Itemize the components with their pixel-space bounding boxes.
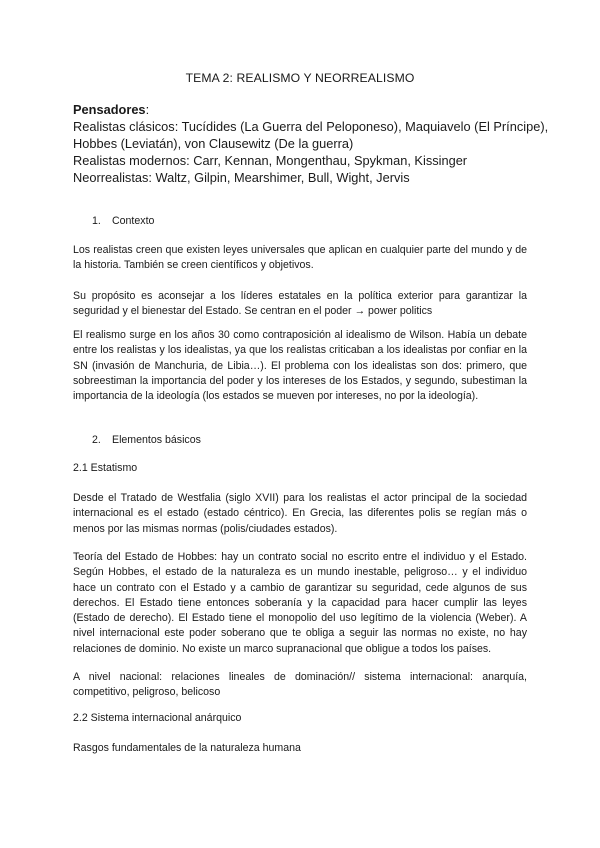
section-title: Contexto: [112, 215, 155, 227]
section-heading-contexto: [92, 215, 154, 227]
paragraph: El realismo surge en los años 30 como contraposición al idealismo de Wilson. Había un debate entre los realistas y los idealistas, ya que los realistas criticaban a los idealistas por confiar en la SN (invasión de Manchuria, de Libia…). El problema con los idealistas son dos: primero, que sobreestiman la importancia del poder y los intereses de los Estados, y segundo, subestiman la importancia de la ideología (los estados se mueven por intereses, no por la ideología).: [73, 329, 527, 403]
paragraph: Rasgos fundamentales de la naturaleza humana: [73, 742, 301, 754]
paragraph: Los realistas creen que existen leyes universales que aplican en cualquier parte del mundo y de la historia. También se creen científicos y objetivos.: [73, 244, 527, 272]
subsection-heading-sistema: 2.2 Sistema internacional anárquico: [73, 712, 242, 724]
subsection-heading-estatismo: 2.1 Estatismo: [73, 462, 138, 474]
pensadores-line: Neorrealistas: Waltz, Gilpin, Mearshimer, Bull, Wight, Jervis: [73, 170, 410, 186]
pensadores-heading-line: [73, 101, 543, 118]
paragraph: Teoría del Estado de Hobbes: hay un contrato social no escrito entre el individuo y el Estado. Según Hobbes, el estado de la naturaleza es un mundo inestable, peligroso… y el individuo hace un contrato con el Estado y a cambio de garantizar su seguridad, cede algunos de sus derechos. El Estado tiene entonces soberanía y la capacidad para hacer cumplir las leyes (Estado de derecho). El Estado tiene el monopolio del uso legítimo de la violencia (Weber). A nivel internacional este poder soberano que te obliga a seguir las normas no existe, no hay relaciones de dominio. No existe un marco supranacional que obligue a todos los países.: [73, 551, 527, 655]
document-title: TEMA 2: REALISMO Y NEORREALISMO: [185, 71, 415, 85]
section-number: 2.: [92, 434, 101, 446]
pensadores-line: Realistas modernos: Carr, Kennan, Mongenthau, Spykman, Kissinger: [73, 153, 468, 169]
pensadores-heading: Pensadores: [73, 102, 146, 117]
section-title: Elementos básicos: [112, 434, 201, 446]
section-heading-elementos: [92, 434, 201, 446]
paragraph: Desde el Tratado de Westfalia (siglo XVII) para los realistas el actor principal de la sociedad internacional es el estado (estado céntrico). En Grecia, las diferentes polis se regían más o menos por las mismas normas (polis/ciudades estados).: [73, 492, 527, 535]
pensadores-block: [73, 101, 549, 186]
section-number: 1.: [92, 215, 101, 227]
pensadores-colon: :: [145, 102, 150, 117]
pensadores-line: Realistas clásicos: Tucídides (La Guerra del Peloponeso), Maquiavelo (El Príncipe),: [73, 119, 549, 135]
pensadores-line: Hobbes (Leviatán), von Clausewitz (De la guerra): [73, 136, 354, 152]
paragraph: Su propósito es aconsejar a los líderes estatales en la política exterior para garantizar la seguridad y el bienestar del Estado. Se centran en el poder → power politics: [73, 290, 527, 318]
paragraph: A nivel nacional: relaciones lineales de dominación// sistema internacional: anarquía, competitivo, peligroso, belicoso: [73, 671, 527, 699]
